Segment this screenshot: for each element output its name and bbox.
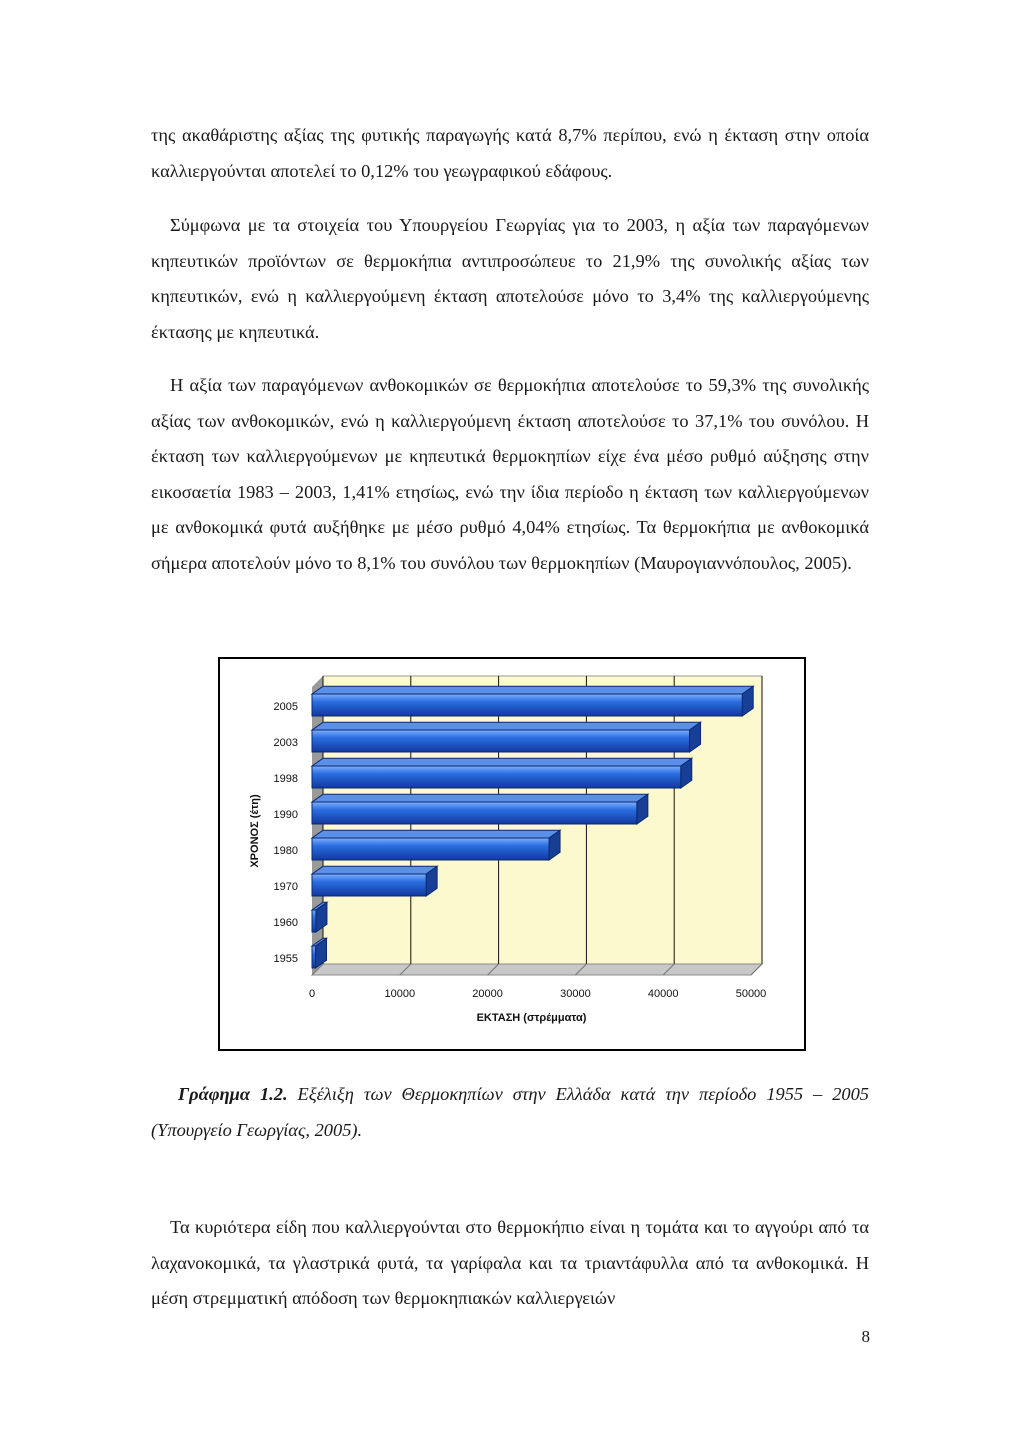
bar-top-1980 [312, 830, 560, 838]
caption-label: Γράφημα 1.2. [178, 1084, 288, 1104]
bar-top-1970 [312, 866, 437, 874]
y-tick-1980: 1980 [273, 845, 298, 857]
y-tick-1970: 1970 [273, 881, 298, 893]
y-tick-1998: 1998 [273, 773, 298, 785]
x-axis-title: ΕΚΤΑΣΗ (στρέμματα) [476, 1012, 587, 1024]
caption-text: Εξέλιξη των Θερμοκηπίων στην Ελλάδα κατά την περίοδο 1955 – 2005 (Υπουργείο Γεωργίας, 2005). [151, 1084, 869, 1140]
bar-top-1998 [312, 758, 692, 766]
bar-1980 [312, 838, 549, 860]
x-tick-40000: 40000 [647, 988, 679, 1000]
paragraph-2: Σύμφωνα με τα στοιχεία του Υπουργείου Γεωργίας για το 2003, η αξία των παραγόμενων κηπευτικών προϊόντων σε θερμοκήπια αντιπροσώπευε το 21,9% της συνολικής αξίας των κηπευτικών, ενώ η καλλιεργούμενη έκταση αποτελούσε μόνο το 3,4% της καλλιεργούμενης έκτασης με κηπευτικά. [151, 215, 869, 342]
y-axis-title: ΧΡΟΝΟΣ (έτη) [249, 794, 261, 868]
y-tick-2005: 2005 [273, 701, 298, 713]
bar-1998 [312, 766, 681, 788]
y-tick-2003: 2003 [273, 737, 298, 749]
y-tick-1960: 1960 [273, 917, 298, 929]
bar-top-2005 [312, 686, 753, 694]
bar-2005 [312, 694, 742, 716]
page-number: 8 [861, 1327, 870, 1346]
paragraph-1: της ακαθάριστης αξίας της φυτικής παραγωγής κατά 8,7% περίπου, ενώ η έκταση στην οποία καλλιεργούνται αποτελεί το 0,12% του γεωγραφικού εδάφους. [151, 125, 869, 181]
bar-top-1990 [312, 794, 648, 802]
x-tick-20000: 20000 [472, 988, 503, 1000]
paragraph-3: Η αξία των παραγόμενων ανθοκομικών σε θερμοκήπια αποτελούσε το 59,3% της συνολικής αξίας των ανθοκομικών, ενώ η καλλιεργούμενη έκταση αποτελούσε το 37,1% του συνόλου. Η έκταση των καλλιεργούμενων με κηπευτικά θερμοκηπίων είχε ένα μέσο ρυθμό αύξησης στην εικοσαετία 1983 – 2003, 1,41% ετησίως, ενώ την ίδια περίοδο η έκταση των καλλιεργούμενων με ανθοκομικά φυτά αυξήθηκε με μέσο ρυθμό 4,04% ετησίως. Τα θερμοκήπια με ανθοκομικά σήμερα αποτελούν μόνο το 8,1% του συνόλου των θερμοκηπίων (Μαυρογιαννόπουλος, 2005). [151, 375, 869, 573]
figure-caption [151, 1077, 869, 1148]
x-tick-30000: 30000 [560, 988, 591, 1000]
bar-1955 [312, 946, 316, 968]
x-tick-0: 0 [308, 988, 316, 1000]
paragraph-4: Τα κυριότερα είδη που καλλιεργούνται στο θερμοκήπιο είναι η τομάτα και το αγγούρι από τα λαχανοκομικά, τα γλαστρικά φυτά, τα γαρίφαλα και τα τριαντάφυλλα από τα ανθοκομικά. Η μέση στρεμματική απόδοση των θερμοκηπιακών καλλιεργειών [151, 1217, 869, 1309]
bar-1970 [312, 874, 426, 896]
chart-canvas [220, 659, 804, 1049]
greenhouse-area-chart [218, 657, 806, 1051]
x-tick-10000: 10000 [384, 988, 416, 1000]
x-tick-50000: 50000 [735, 988, 767, 1000]
bar-top-2003 [312, 722, 701, 730]
y-tick-1990: 1990 [273, 809, 298, 821]
plot-floor [312, 964, 762, 975]
bar-1990 [312, 802, 637, 824]
y-tick-1955: 1955 [273, 953, 298, 965]
bar-1960 [312, 910, 316, 932]
bar-2003 [312, 730, 690, 752]
